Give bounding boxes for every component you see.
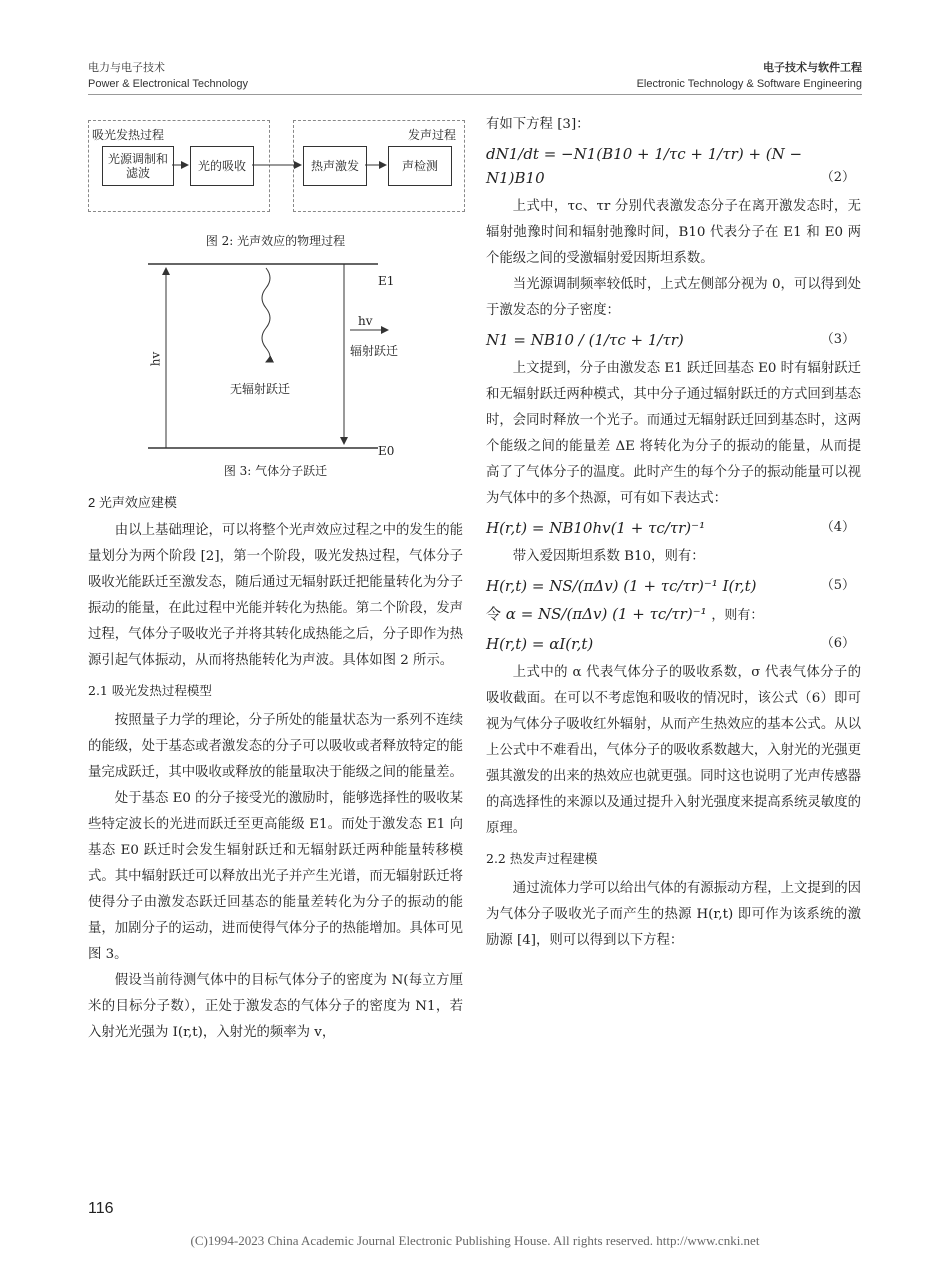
equation-6-body: H(r,t) = αI(r,t) (486, 635, 594, 653)
figure-2 (88, 112, 463, 224)
header-rule (88, 94, 862, 95)
equation-5 (486, 574, 861, 598)
header-right (637, 60, 862, 92)
figure-2-caption: 图 2: 光声效应的物理过程 (205, 234, 346, 248)
paragraph: 假设当前待测气体中的目标气体分子的密度为 N(每立方厘米的目标分子数），正处于激发态的气体分子的密度为 N1，若入射光光强为 I(r,t)，入射光的频率为 v， (88, 973, 463, 1040)
let-word: 令 (486, 605, 502, 623)
level-e0-label: E0 (378, 444, 395, 458)
journal-name-cn: 电子技术与软件工程 (763, 62, 862, 74)
page-number: 116 (88, 1200, 114, 1217)
radiative-label: 辐射跃迁 (350, 344, 399, 358)
journal-title-cn: 电力与电子技术 (88, 62, 165, 74)
section-2-heading: 2 光声效应建模 (88, 495, 177, 510)
equation-6 (486, 632, 861, 656)
equation-3-number: （3） (820, 332, 855, 347)
paragraph: 带入爱因斯坦系数 B10，则有： (512, 549, 705, 564)
paragraph: 处于基态 E0 的分子接受光的激励时，能够选择性的吸收某些特定波长的光进而跃迁至更高能级 E1。而处于激发态 E1 向基态 E0 跃迁时会发生辐射跃迁和无辐射跃迁两种能量转移模式。其中辐射跃迁可以释放出光子并产生光谱，而无辐射跃迁将使得分子由激发态跃迁回基态的能量差转化为分子的振动的能量，加剧分子的运动，进而使得气体分子的热能增加。具体可见图 3。 (88, 791, 463, 962)
figure-3 (88, 258, 463, 458)
equation-3 (486, 328, 861, 352)
journal-title-en: Power & Electronical Technology (88, 78, 248, 90)
paragraph: 上式中的 α 代表气体分子的吸收系数，σ 代表气体分子的吸收截面。在可以不考虑饱和吸收的情况时，该公式（6）即可视为气体分子吸收红外辐射，从而产生热效应的基本公式。从以上公式中不难看出，气体分子的吸收系数越大，入射光的光强更强其激发的出来的热效应也就更强。同时这也说明了光声传感器的高选择性的来源以及通过提升入射光强度来提高系统灵敏度的原理。 (486, 665, 861, 836)
equation-5-number: （5） (820, 578, 855, 593)
group-absorb-label: 吸光发热过程 (92, 128, 165, 142)
paragraph: 上文提到，分子由激发态 E1 跃迁回基态 E0 时有辐射跃迁和无辐射跃迁两种模式，其中分子通过辐射跃迁的方式回到基态时，会同时释放一个光子。而通过无辐射跃迁回到基态时，这两个能级之间的能量差 ΔE 将转化为分子的振动的能量，从而提高了了气体分子的温度。此时产生的每个分子的振动能量可以视为气体中的多个热源，可有如下表达式： (486, 361, 862, 506)
equation-4-body: H(r,t) = NB10hv(1 + τc/τr)⁻¹ (486, 519, 706, 537)
equation-2-body: dN1/dt = −N1(B10 + 1/τc + 1/τr) + (N − N1)B10 (486, 145, 803, 187)
paragraph: 按照量子力学的理论，分子所处的能量状态为一系列不连续的能级，处于基态或者激发态的分子可以吸收或者释放特定的能量完成跃迁，其中吸收或释放的能量取决于能级之间的能量差。 (88, 713, 463, 780)
group-sound-label: 发声过程 (408, 128, 457, 142)
equation-4 (486, 516, 861, 540)
equation-3-body: N1 = NB10 / (1/τc + 1/τr) (486, 331, 684, 349)
equation-alpha-def (486, 602, 861, 628)
paragraph: 上式中，τc、τr 分别代表激发态分子在离开激发态时，无辐射弛豫时间和辐射弛豫时间，B10 代表分子在 E1 和 E0 两个能级之间的受激辐射爱因斯坦系数。 (486, 199, 861, 266)
equation-2-number: （2） (820, 170, 855, 185)
equation-5-body: H(r,t) = NS/(πΔv) (1 + τc/τr)⁻¹ I(r,t) (486, 577, 757, 595)
box-light-absorption: 光的吸收 (190, 146, 254, 186)
paragraph: 当光源调制频率较低时，上式左侧部分视为 0，可以得到处于激发态的分子密度： (486, 277, 861, 318)
right-column (486, 112, 861, 954)
box-sound-detection: 声检测 (388, 146, 452, 186)
box-thermoacoustic: 热声激发 (303, 146, 367, 186)
left-column (88, 112, 463, 1046)
paragraph: 由以上基础理论，可以将整个光声效应过程之中的发生的能量划分为两个阶段 [2]，第一个阶段，吸光发热过程，气体分子吸收光能跃迁至激发态，随后通过无辐射跃迁把能量转化为分子振动的能量，在此过程中光能并转化为热能。第二个阶段，发声过程，气体分子吸收光子并将其转化成热能之后，分子即作为热源引起气体振动，从而将热能转化为声波。具体如图 2 所示。 (88, 523, 463, 668)
header-left (88, 60, 248, 92)
section-2-1-heading: 2.1 吸光发热过程模型 (88, 683, 212, 698)
copyright-footer: (C)1994-2023 China Academic Journal Electronic Publishing House. All rights reserved. http://www.cnki.net (190, 1233, 760, 1248)
alpha-def-body: α = NS/(πΔv) (1 + τc/τr)⁻¹ (505, 605, 707, 623)
fig2-arrows (88, 112, 463, 224)
level-e1-label: E1 (378, 274, 395, 288)
equation-6-number: （6） (820, 636, 855, 651)
box-light-modulation: 光源调制和滤波 (102, 146, 174, 186)
emission-hv-label: hv (358, 314, 373, 328)
paragraph: 有如下方程 [3]： (486, 117, 590, 132)
journal-name-en: Electronic Technology & Software Engineering (636, 78, 862, 90)
figure-3-caption: 图 3: 气体分子跃迁 (223, 464, 328, 478)
equation-2 (486, 142, 861, 190)
nonradiative-label: 无辐射跃迁 (230, 382, 291, 396)
absorption-hv-label: hv (148, 351, 163, 367)
then-word: ，则有： (711, 608, 764, 623)
equation-4-number: （4） (820, 520, 855, 535)
section-2-2-heading: 2.2 热发声过程建模 (486, 851, 598, 866)
paragraph: 通过流体力学可以给出气体的有源振动方程，上文提到的因为气体分子吸收光子而产生的热源 H(r,t) 即可作为该系统的激励源 [4]，则可以得到以下方程： (486, 881, 861, 948)
